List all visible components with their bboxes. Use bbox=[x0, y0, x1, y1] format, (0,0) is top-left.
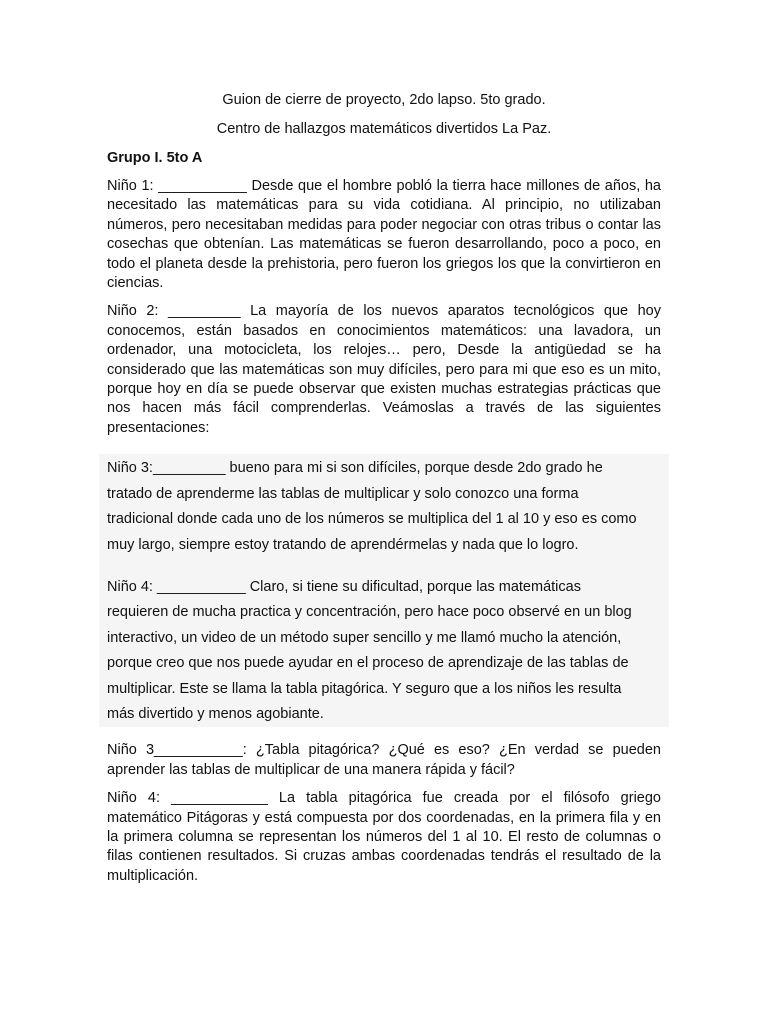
shaded-dialogue-block bbox=[99, 454, 669, 727]
nino-3-line: tratado de aprenderme las tablas de multiplicar y solo conozco una forma bbox=[107, 485, 579, 502]
document-title: Guion de cierre de proyecto, 2do lapso. 5to grado. bbox=[222, 92, 546, 108]
paragraph-nino-4-answer: Niño 4: ____________ La tabla pitagórica fue creada por el filósofo griego matemático Pitágoras y está compuesta por dos coordenadas, en la primera fila y en la primera columna se representan los números del 1 al 10. El resto de columnas o filas contienen resultados. Si cruzas ambas coordenadas tendrás el resultado de la multiplicación. bbox=[107, 790, 661, 884]
nino-4-line: porque creo que nos puede ayudar en el proceso de aprendizaje de las tablas de bbox=[107, 655, 629, 672]
nino-4-line: requieren de mucha practica y concentración, pero hace poco observé en un blog bbox=[107, 604, 632, 621]
paragraph-nino-2: Niño 2: _________ La mayoría de los nuevos aparatos tecnológicos que hoy conocemos, están basados en conocimientos matemáticos: una lavadora, un ordenador, una motocicleta, los relojes… pero, Desde la antigüedad se ha considerado que las matemáticas son muy difíciles, pero para mi que eso es un mito, porque hoy en día se puede observar que existen muchas estrategias prácticas que nos hacen más fácil comprenderlas. Veámoslas a través de las siguientes presentaciones: bbox=[107, 303, 661, 436]
nino-4-line: más divertido y menos agobiante. bbox=[107, 705, 324, 722]
document-subtitle: Centro de hallazgos matemáticos divertidos La Paz. bbox=[216, 121, 552, 137]
nino-3-line: muy largo, siempre estoy tratando de aprendérmelas y nada que lo logro. bbox=[107, 536, 579, 553]
nino-4-line: multiplicar. Este se llama la tabla pitagórica. Y seguro que a los niños les resulta bbox=[107, 680, 622, 697]
nino-4-line: interactivo, un video de un método super sencillo y me llamó mucho la atención, bbox=[107, 629, 622, 646]
group-heading: Grupo I. 5to A bbox=[107, 150, 203, 166]
nino-4-line: Niño 4: ___________ Claro, si tiene su dificultad, porque las matemáticas bbox=[107, 578, 581, 595]
paragraph-nino-3-question: Niño 3___________: ¿Tabla pitagórica? ¿Qué es eso? ¿En verdad se pueden aprender las tablas de multiplicar de una manera rápida y fácil? bbox=[107, 742, 661, 778]
nino-3-line: tradicional donde cada uno de los números se multiplica del 1 al 10 y eso es como bbox=[107, 511, 637, 528]
block-spacer bbox=[107, 558, 661, 575]
paragraph-nino-1: Niño 1: ___________ Desde que el hombre pobló la tierra hace millones de años, ha necesitado las matemáticas para su vida cotidiana. Al principio, no utilizaban números, pero necesitaban medidas para poder negociar con otras tribus o contar las cosechas que obtenían. Las matemáticas se fueron desarrollando, poco a poco, en todo el planeta desde la prehistoria, pero fueron los griegos los que la convirtieron en ciencias. bbox=[107, 178, 661, 292]
nino-3-line: Niño 3:_________ bueno para mi si son difíciles, porque desde 2do grado he bbox=[107, 460, 603, 477]
